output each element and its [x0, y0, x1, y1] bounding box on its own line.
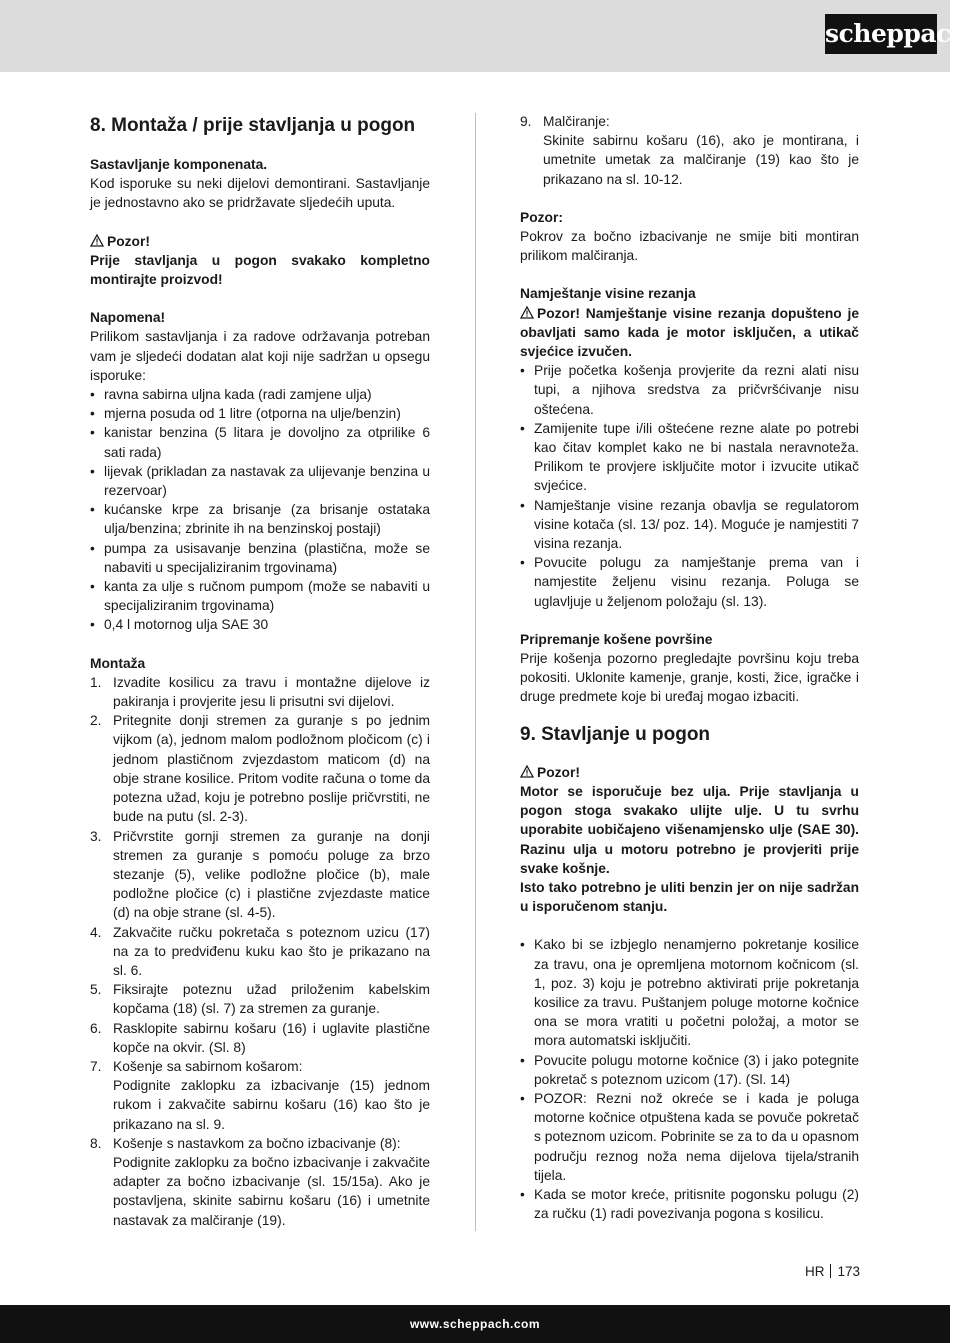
list-item: • pumpa za usisavanje benzina (plastična, može se nabaviti u specijaliziranim trgovinama): [90, 540, 430, 575]
header-bar: [0, 0, 968, 72]
warning-icon: [520, 306, 534, 319]
warning-label: Pozor!: [107, 233, 150, 249]
montage-steps: [90, 673, 430, 1230]
prep-text: Prije košenja pozorno pregledajte površinu koju treba pokositi. Uklonite kamenje, granje, kosti, žice, igračke i druge predmete koje bi uređaj mogao izbaciti.: [520, 651, 859, 705]
list-item: • Kako bi se izbjeglo nenamjerno pokretanje kosilice za travu, ona je opremljena motornom kočnicom (sl. 1, poz. 3) koju je potrebno aktivirati prije pokretanja kosilice za travu. Puštanjem poluge motorne kočnice ona se mora vratiti u početni položaj, a motor se mora automatski isključiti.: [520, 937, 859, 1049]
column-divider: [475, 113, 476, 1231]
assembly-text: Kod isporuke su neki dijelovi demontirani. Sastavljanje je jednostavno ako se pridržavate sljedećih uputa.: [90, 176, 430, 211]
list-item: • Povucite polugu motorne kočnice (3) i jako potegnite pokretač s poteznom uzicom (17). (Sl. 14): [520, 1052, 859, 1087]
list-item: • POZOR: Rezni nož okreće se i kada je poluga motorne kočnice otpuštena kada se povuče pokretač s poteznom uzicom. Pobrinite se za to da u opasnom području reznog noža nema dijelova tijela/stranih tijela.: [520, 1090, 859, 1183]
list-item: 5. Fiksirajte poteznu užad priloženim kabelskim kopčama (18) (sl. 7) za stremen za guranje.: [90, 982, 430, 1017]
brand-logo: scheppach: [825, 14, 937, 54]
list-item: • Namještanje visine rezanja obavlja se regulatorom visine kotača (sl. 13/ poz. 14). Moguće je namjestiti 7 visina rezanja.: [520, 497, 859, 552]
list-item: 3. Pričvrstite gornji stremen za guranje na donji stremen za guranje s pomoću poluge za brzo stezanje (5), velike podložne pločice (b), male podložne pločice (c) i plastične zvjezdaste matice (d) na obje strane (sl. 4-5).: [90, 828, 430, 921]
warning-heading: [90, 232, 430, 251]
list-item: 1. Izvadite kosilicu za travu i montažne dijelove iz pakiranja i provjerite jesu li prisutni svi dijelovi.: [90, 674, 430, 710]
list-item: 7. Košenje sa sabirnom košarom: Podignite zaklopku za izbacivanje (15) jednom rukom i zakvačite sabirnu košaru (16) kao što je prikazano na sl. 9.: [90, 1058, 430, 1132]
list-item: 2. Pritegnite donji stremen za guranje s po jednim vijkom (a), jednom malom podložnom pločicom (c) i jednom plastičnom zvjezdastom maticom (d) na obje strane kosilice. Pritom vodite računa o tome da potezna užad, koju je potrebno poslije pričvrstiti, ne bude na putu (sl. 2-3).: [90, 713, 430, 825]
caution-title: Pozor:: [520, 209, 563, 225]
montage-title: Montaža: [90, 655, 146, 671]
height-title: Namještanje visine rezanja: [520, 286, 696, 302]
note-title: Napomena!: [90, 310, 166, 326]
caution-text: Pokrov za bočno izbacivanje ne smije biti montiran prilikom malčiranja.: [520, 229, 859, 264]
tools-list: [90, 385, 430, 635]
assembly-title: Sastavljanje komponenata.: [90, 157, 268, 172]
start-list: [520, 935, 859, 1223]
page-lang: HR: [804, 1264, 825, 1279]
list-item: • ravna sabirna uljna kada (radi zamjene ulja): [90, 387, 372, 403]
list-item: • 0,4 l motornog ulja SAE 30: [90, 617, 269, 633]
warning9-text-2: Isto tako potrebno je uliti benzin jer on nije sadržan u isporučenom stanju.: [520, 879, 859, 915]
list-item: • Kada se motor kreće, pritisnite pogonsku polugu (2) za ručku (1) radi povezivanja pogona s kosilicu.: [520, 1186, 859, 1222]
list-item: 8. Košenje s nastavkom za bočno izbacivanje (8): Podignite zaklopku za bočno izbacivanje i zakvačite adapter za bočno izbacivanje (sl. 15/15a). Ako je postavljena, skinite sabirnu košaru (16) i umetnite nastavak za malčiranje (19).: [90, 1135, 430, 1228]
warning9-heading: Pozor!: [520, 763, 859, 782]
left-column: [90, 112, 430, 1230]
section-9-heading: 9. Stavljanje u pogon: [520, 723, 711, 745]
page-number: [790, 1264, 860, 1279]
list-item: • kanta za ulje s ručnom pumpom (može se nabaviti u specijaliziranim trgovinama): [90, 579, 430, 614]
list-item: 4. Zakvačite ručku pokretača s poteznom uzicu (17) na za to predviđenu kuku kao što je prikazano na sl. 6.: [90, 924, 430, 978]
right-column: [520, 112, 859, 1223]
warning-icon: [520, 765, 534, 778]
footer-url[interactable]: www.scheppach.com: [0, 1305, 950, 1343]
list-item: • kanistar benzina (5 litara je dovoljno za otprilike 6 sati rada): [90, 425, 430, 460]
page-num: 173: [837, 1264, 860, 1279]
list-item: • Prije početka košenja provjerite da rezni alati nisu tupi, a njihova sredstva za pričvršćivanje nisu oštećena.: [520, 363, 859, 417]
warning-icon: [90, 234, 104, 247]
list-item: • lijevak (prikladan za nastavak za ulijevanje benzina u rezervoar): [90, 463, 430, 499]
note-text: Prilikom sastavljanja i za radove održavanja potreban vam je sljedeći dodatan alat koji nije sadržan u opsegu isporuke:: [90, 329, 430, 383]
section-8-heading: 8. Montaža / prije stavljanja u pogon: [90, 115, 416, 136]
list-item: • Povucite polugu za namještanje prema van i namjestite željenu visinu rezanja. Poluga se uglavljuje u željenom položaju (sl. 13).: [520, 555, 859, 609]
list-item: • kućanske krpe za brisanje (za brisanje ostataka ulja/benzina; zbrinite ih na benzinskoj postaji): [90, 502, 430, 537]
warning9-text-1: Motor se isporučuje bez ulja. Prije stavljanja u pogon stoga svakako ulijte ulje. U tu svrhu uporabite uobičajeno višenamjensko ulje (SAE 30). Razinu ulja u motoru potrebno je provjeriti prije svake košnje.: [520, 783, 859, 876]
list-item: • mjerna posuda od 1 litre (otporna na ulje/benzin): [90, 406, 401, 422]
warning-text: Prije stavljanja u pogon svakako kompletno montirajte proizvod!: [90, 252, 430, 288]
step-9: 9. Malčiranje: Skinite sabirnu košaru (16), ako je montirana, i umetnite umetak za malčiranje (19) kao što je prikazano na sl. 10-12.: [520, 114, 859, 187]
height-warning: Pozor! Namještanje visine rezanja dopušteno je obavljati samo kada je motor isključen, a utikač svjećice izvučen.: [520, 305, 859, 360]
list-item: 6. Rasklopite sabirnu košaru (16) i uglavite plastične kopče na okvir. (Sl. 8): [90, 1020, 430, 1055]
prep-title: Pripremanje košene površine: [520, 631, 713, 647]
height-list: [520, 361, 859, 611]
list-item: • Zamijenite tupe i/ili oštećene rezne alate po potrebi kao čitav komplet kako ne bi nastala neravnoteža. Prilikom te provjere isključite motor i izvucite utikač svjećice.: [520, 420, 859, 494]
